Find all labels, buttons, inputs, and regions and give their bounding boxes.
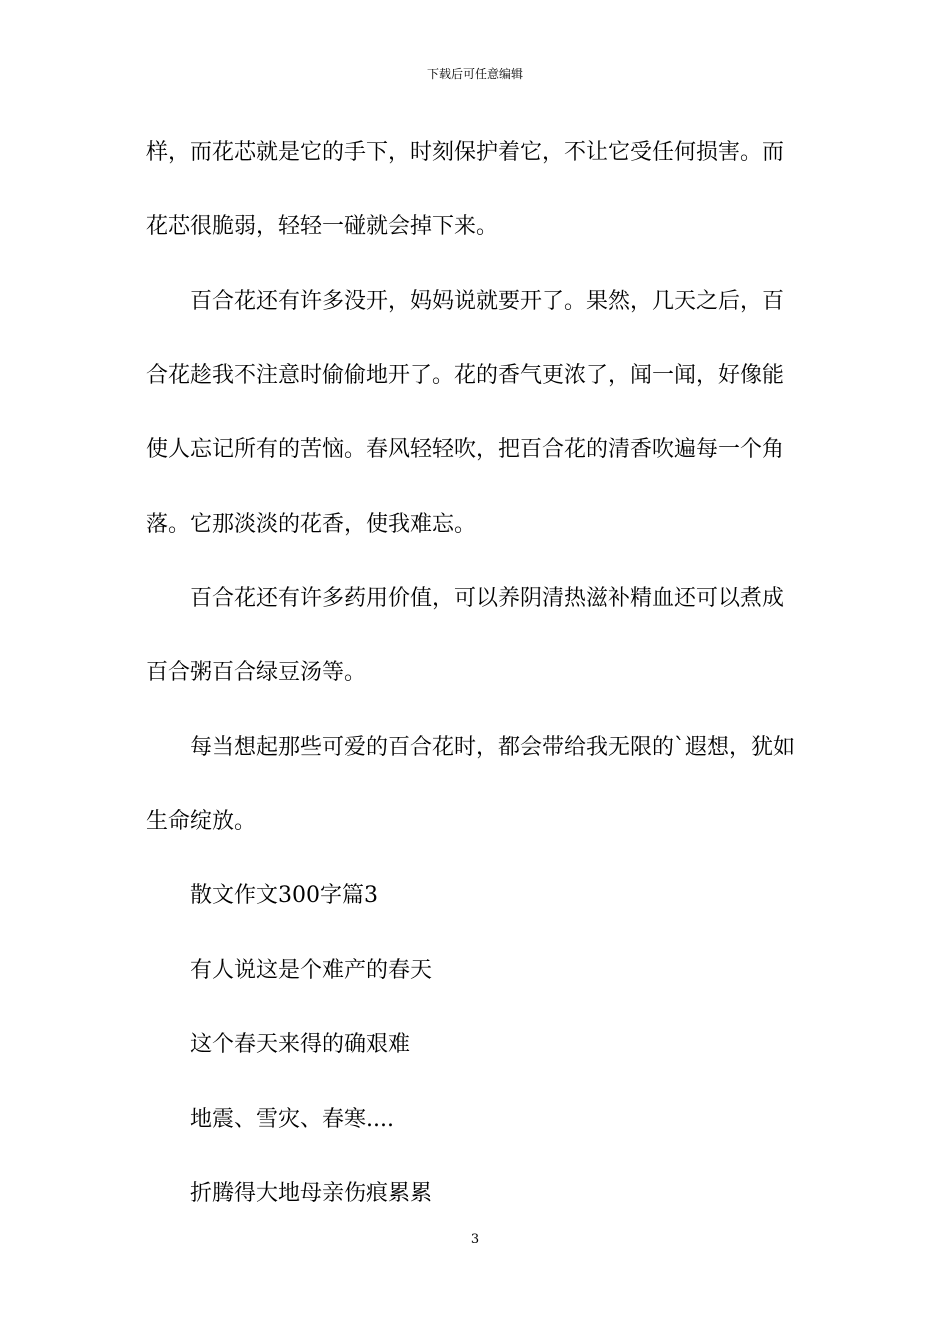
text-line: 落。它那淡淡的花香，使我难忘。 [146, 512, 477, 537]
paragraph-start-line: 每当想起那些可爱的百合花时，都会带给我无限的`遐想，犹如 [190, 735, 796, 760]
text-line: 合花趁我不注意时偷偷地开了。花的香气更浓了，闻一闻，好像能 [146, 363, 785, 388]
text-line: 样，而花芯就是它的手下，时刻保护着它，不让它受任何损害。而 [146, 140, 785, 165]
poem-line: 这个春天来得的确艰难 [190, 1032, 411, 1057]
section-heading: 散文作文300字篇3 [190, 883, 378, 908]
poem-line: 地震、雪灾、春寒.... [190, 1107, 394, 1132]
text-line: 使人忘记所有的苦恼。春风轻轻吹，把百合花的清香吹遍每一个角 [146, 437, 785, 462]
page-header: 下载后可任意编辑 [426, 67, 523, 81]
text-line: 生命绽放。 [146, 809, 257, 834]
poem-line: 有人说这是个难产的春天 [190, 958, 433, 983]
paragraph-start-line: 百合花还有许多药用价值，可以养阴清热滋补精血还可以煮成 [190, 586, 785, 611]
text-line: 花芯很脆弱，轻轻一碰就会掉下来。 [146, 214, 499, 239]
text-line: 百合粥百合绿豆汤等。 [146, 660, 367, 685]
page-number: 3 [470, 1232, 480, 1247]
paragraph-start-line: 百合花还有许多没开，妈妈说就要开了。果然，几天之后，百 [190, 289, 785, 314]
poem-line: 折腾得大地母亲伤痕累累 [190, 1181, 433, 1206]
